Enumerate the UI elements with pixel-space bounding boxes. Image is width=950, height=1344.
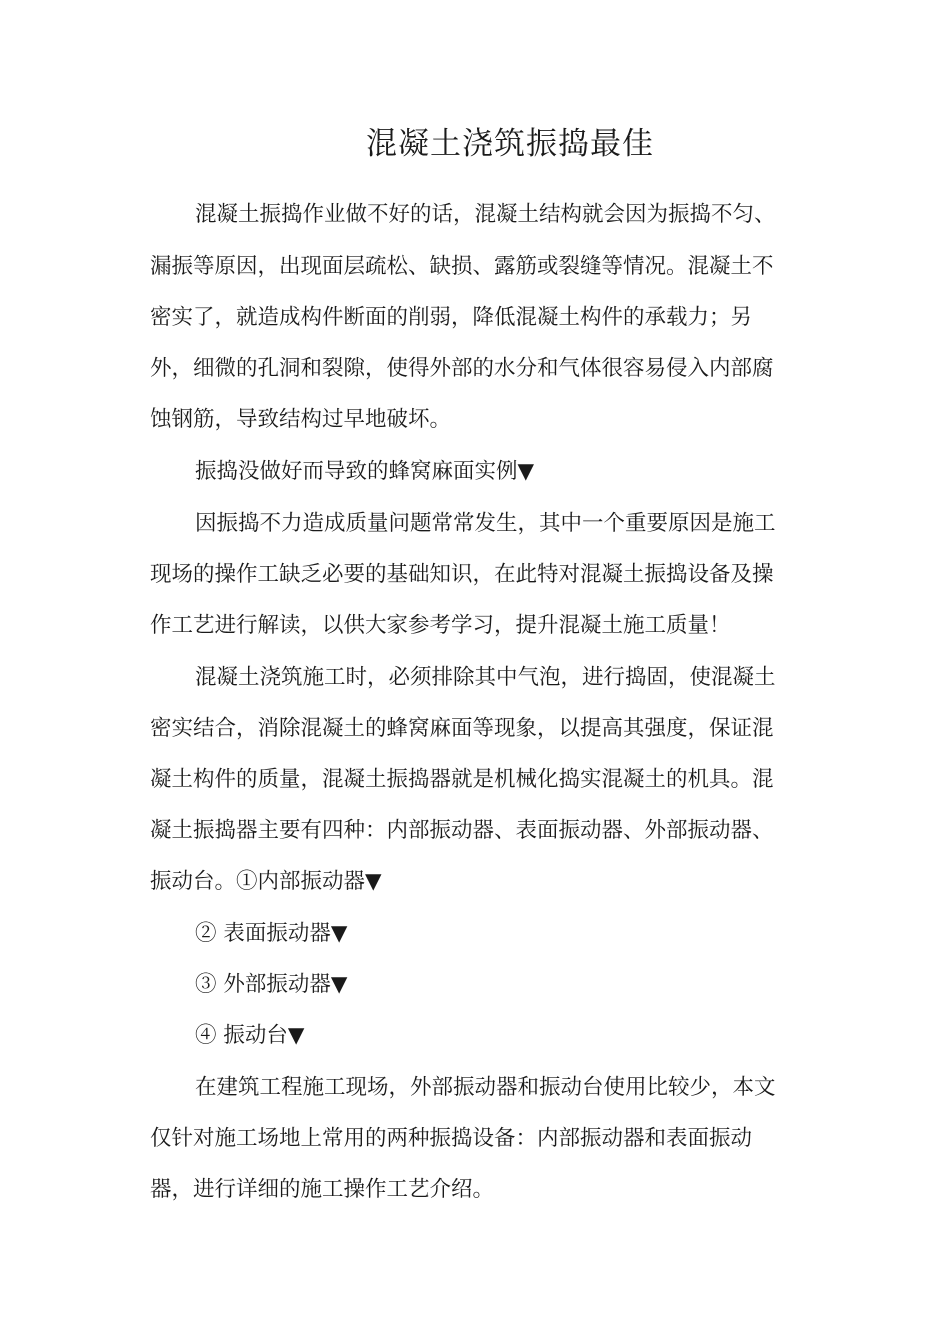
paragraph-line: 漏振等原因，出现面层疏松、缺损、露筋或裂缝等情况。混凝土不 bbox=[150, 254, 774, 279]
paragraph-line: 凝土构件的质量，混凝土振捣器就是机械化捣实混凝土的机具。混 bbox=[150, 767, 774, 792]
paragraph-line: 仅针对施工场地上常用的两种振捣设备：内部振动器和表面振动 bbox=[150, 1126, 753, 1151]
paragraph-line: 外，细微的孔洞和裂隙，使得外部的水分和气体很容易侵入内部腐 bbox=[150, 356, 774, 381]
paragraph-line: 密实结合，消除混凝土的蜂窝麻面等现象，以提高其强度，保证混 bbox=[150, 716, 774, 741]
paragraph-line: 因振捣不力造成质量问题常常发生，其中一个重要原因是施工 bbox=[195, 511, 776, 536]
list-item: ③ 外部振动器▼ bbox=[195, 972, 348, 997]
paragraph-line: 器，进行详细的施工操作工艺介绍。 bbox=[150, 1177, 495, 1202]
paragraph-line: 现场的操作工缺乏必要的基础知识，在此特对混凝土振捣设备及操 bbox=[150, 562, 774, 587]
paragraph-line: 混凝土浇筑施工时，必须排除其中气泡，进行捣固，使混凝土 bbox=[195, 665, 776, 690]
paragraph-line: 凝土振捣器主要有四种：内部振动器、表面振动器、外部振动器、 bbox=[150, 818, 774, 843]
paragraph-line: 混凝土振捣作业做不好的话，混凝土结构就会因为振捣不匀、 bbox=[195, 202, 776, 227]
list-item: ④ 振动台▼ bbox=[195, 1023, 305, 1048]
paragraph-line: 蚀钢筋，导致结构过早地破坏。 bbox=[150, 407, 452, 432]
paragraph-line: 在建筑工程施工现场，外部振动器和振动台使用比较少，本文 bbox=[195, 1075, 776, 1100]
document-title: 混凝土浇筑振捣最佳 bbox=[366, 126, 654, 162]
figure-caption: 振捣没做好而导致的蜂窝麻面实例▼ bbox=[195, 459, 535, 484]
paragraph-line: 振动台。①内部振动器▼ bbox=[150, 869, 382, 894]
paragraph-line: 密实了，就造成构件断面的削弱，降低混凝土构件的承载力；另 bbox=[150, 305, 753, 330]
paragraph-line: 作工艺进行解读，以供大家参考学习，提升混凝土施工质量！ bbox=[150, 613, 731, 638]
list-item: ② 表面振动器▼ bbox=[195, 921, 348, 946]
